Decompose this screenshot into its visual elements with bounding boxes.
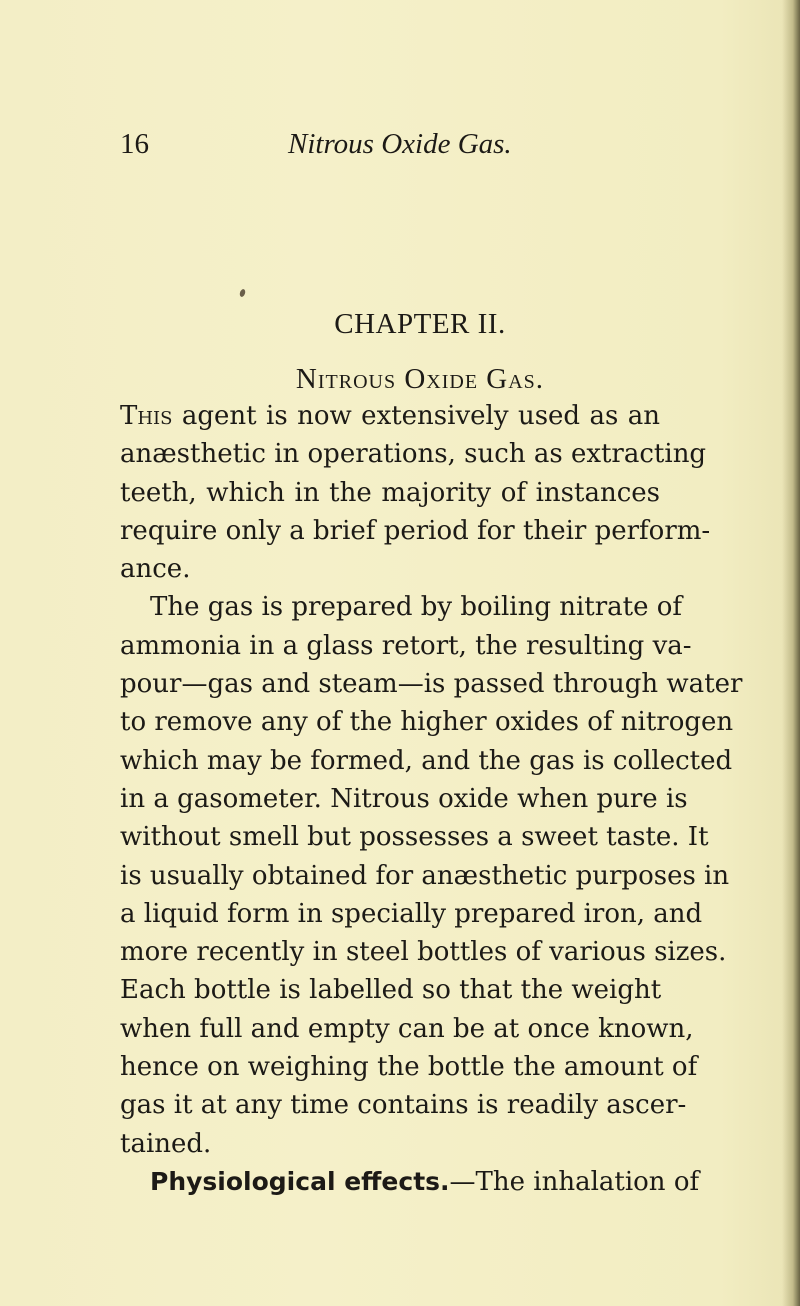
text-line [120, 1163, 700, 1201]
line-text: is usually obtained for anæsthetic purposes in [120, 860, 730, 891]
paragraph-lead-word: This [120, 401, 173, 431]
text-line [120, 1086, 687, 1124]
line-text: The gas is prepared by boiling nitrate of [150, 592, 683, 623]
text-line [120, 474, 660, 512]
line-text: when full and empty can be at once known, [120, 1013, 694, 1044]
body-text [120, 397, 743, 1201]
line-text: which may be formed, and the gas is collected [120, 745, 733, 776]
text-line [120, 627, 692, 665]
text-line [120, 971, 660, 1009]
line-text: in a gasometer. Nitrous oxide when pure is [120, 783, 688, 814]
text-line [120, 1010, 694, 1048]
text-line [120, 742, 733, 780]
text-line [120, 857, 730, 895]
page-edge-shadow [782, 0, 800, 1306]
text-line [120, 703, 734, 741]
line-text: require only a brief period for their perform- [120, 515, 711, 546]
running-title: Nitrous Oxide Gas. [288, 128, 512, 160]
line-text: anæsthetic in operations, such as extracting [120, 439, 707, 470]
running-head [120, 128, 680, 168]
text-line [120, 397, 660, 435]
text-line [120, 435, 707, 473]
text-line [120, 665, 743, 703]
line-text: agent is now extensively used as an [172, 401, 660, 431]
line-text: to remove any of the higher oxides of nitrogen [120, 707, 734, 738]
text-line [120, 1125, 660, 1163]
text-line [120, 1048, 698, 1086]
line-text: hence on weighing the bottle the amount of [120, 1052, 698, 1083]
ink-speck [239, 288, 246, 297]
text-line [120, 933, 727, 971]
line-text: gas it at any time contains is readily ascer- [120, 1090, 687, 1121]
text-line [120, 512, 711, 550]
line-text: ance. [120, 554, 191, 585]
chapter-subtitle: Nitrous Oxide Gas. [295, 363, 545, 395]
chapter-title: CHAPTER II. [334, 308, 506, 340]
text-line [120, 818, 709, 856]
text-line [120, 895, 703, 933]
line-text: teeth, which in the majority of instances [120, 477, 660, 508]
line-text: without smell but possesses a sweet taste. It [120, 822, 709, 853]
text-line [120, 550, 660, 588]
line-text: Each bottle is labelled so that the weight [120, 975, 662, 1006]
line-text: a liquid form in specially prepared iron, and [120, 898, 703, 929]
run-in-heading: Physiological effects. [150, 1166, 450, 1196]
line-text: pour—gas and steam—is passed through water [120, 669, 743, 700]
line-text: —The inhalation of [449, 1166, 700, 1197]
page-number: 16 [120, 128, 149, 160]
line-text: ammonia in a glass retort, the resulting va- [120, 630, 692, 661]
line-text: tained. [120, 1128, 212, 1159]
text-line [120, 780, 688, 818]
text-line [120, 588, 683, 626]
line-text: more recently in steel bottles of various sizes. [120, 937, 727, 968]
